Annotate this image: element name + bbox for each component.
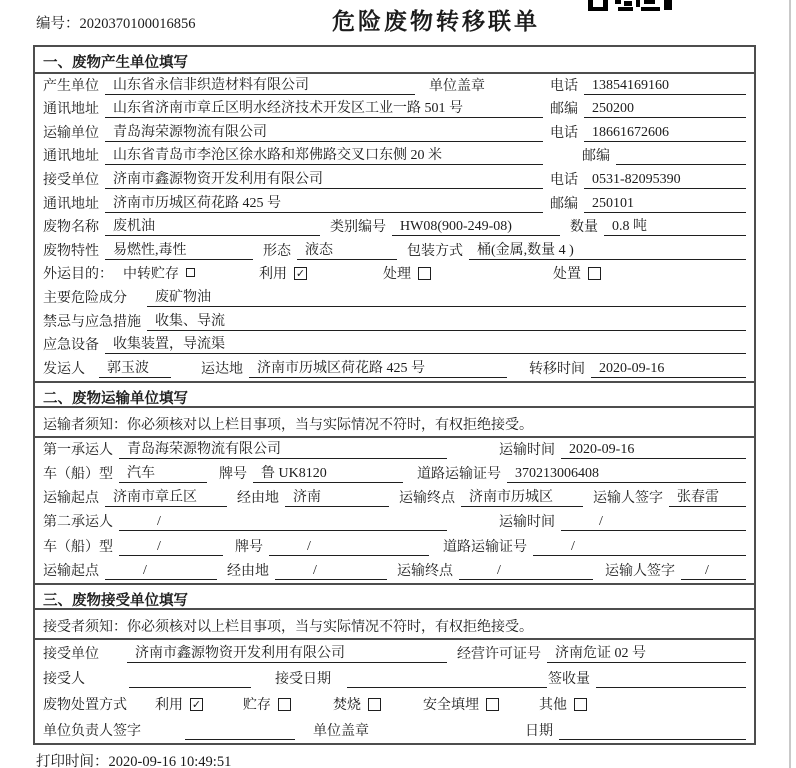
waste-code-label: 类别编号 xyxy=(330,220,386,236)
plate1-value: 鲁 UK8120 xyxy=(253,462,403,483)
section-transporter-title: 二、废物运输单位填写 xyxy=(35,381,754,408)
route2-start-value: / xyxy=(105,563,217,580)
emergency-measures-label: 禁忌与应急措施 xyxy=(43,314,141,330)
unit-seal2-label: 单位盖章 xyxy=(313,724,369,740)
receiver-unit-value: 济南市鑫源物资开发利用有限公司 xyxy=(105,168,543,189)
road-cert2-label: 道路运输证号 xyxy=(443,539,527,555)
emergency-equipment-row xyxy=(35,334,754,358)
accept-date-value xyxy=(347,687,547,688)
receiver-notice: 接受者须知：你必须核对以上栏目事项，当与实际情况不符时，有权拒绝接受。 xyxy=(35,610,754,640)
receiver-phone-label: 电话 xyxy=(550,172,578,188)
emergency-equipment-label: 应急设备 xyxy=(43,338,99,354)
disposal-option-incinerate xyxy=(333,694,381,714)
disposal-store-label: 贮存 xyxy=(243,698,271,714)
transporter-unit-row xyxy=(35,121,754,145)
producer-zip-value: 250200 xyxy=(584,101,746,118)
transporter-zip-label: 邮编 xyxy=(582,149,610,165)
carrier1-row xyxy=(35,438,754,462)
hazard-component-value: 废矿物油 xyxy=(147,286,746,307)
manifest-form xyxy=(33,45,756,745)
producer-phone-label: 电话 xyxy=(550,78,578,94)
producer-unit-value: 山东省永信非织造材料有限公司 xyxy=(105,74,415,95)
disposal-utilize-checkbox: ✓ xyxy=(191,697,202,711)
route2-start-label: 运输起点 xyxy=(43,563,99,579)
road-cert1-value: 370213006408 xyxy=(507,466,746,483)
purpose-transfer-storage-checkbox xyxy=(186,268,195,277)
waste-code-value: HW08(900-249-08) xyxy=(392,219,560,236)
unit-seal-label: 单位盖章 xyxy=(429,78,485,94)
disposal-other-label: 其他 xyxy=(539,698,567,714)
disposal-method-label: 废物处置方式 xyxy=(43,698,127,714)
purpose-utilize-label: 利用 xyxy=(259,267,287,283)
accept-unit-row xyxy=(35,640,754,666)
hazard-component-row xyxy=(35,286,754,310)
accept-unit-label: 接受单位 xyxy=(43,646,99,662)
print-time xyxy=(36,750,231,768)
disposal-landfill-checkbox xyxy=(486,698,499,711)
disposal-option-landfill xyxy=(423,694,499,714)
receiver-zip-value: 250101 xyxy=(584,196,746,213)
plate2-label: 牌号 xyxy=(235,539,263,555)
waste-qty-value: 0.8 吨 xyxy=(604,215,746,236)
route2-end-label: 运输终点 xyxy=(397,563,453,579)
acceptor-value xyxy=(129,687,251,688)
disposal-option-other xyxy=(539,694,587,714)
plate1-label: 牌号 xyxy=(219,467,247,483)
purpose-option-utilize xyxy=(259,263,307,283)
route1-end-value: 济南市历城区 xyxy=(461,486,583,507)
route2-end-value: / xyxy=(459,563,593,580)
route1-row xyxy=(35,486,754,510)
responsible-signature-row xyxy=(35,717,754,743)
producer-unit-label: 产生单位 xyxy=(43,78,99,94)
seal-date-label: 日期 xyxy=(525,724,553,740)
shipper-value: 郭玉波 xyxy=(99,357,171,378)
route1-sign-value: 张春雷 xyxy=(669,486,746,507)
license-label: 经营许可证号 xyxy=(457,646,541,662)
disposal-option-store xyxy=(243,694,291,714)
disposal-utilize-label: 利用 xyxy=(155,698,183,714)
transport-time1-label: 运输时间 xyxy=(499,442,555,458)
hazard-component-label: 主要危险成分 xyxy=(43,290,127,306)
disposal-other-checkbox xyxy=(574,698,587,711)
vehicle1-type-value: 汽车 xyxy=(119,462,207,483)
purpose-dispose-checkbox xyxy=(588,267,601,280)
transporter-zip-value xyxy=(616,164,746,165)
emergency-equipment-value: 收集装置，导流渠 xyxy=(105,333,746,354)
destination-label: 运达地 xyxy=(201,361,243,377)
transporter-phone-value: 18661672606 xyxy=(584,125,746,142)
responsible-signature-label: 单位负责人签字 xyxy=(43,724,141,740)
producer-phone-value: 13854169160 xyxy=(584,78,746,95)
waste-property-label: 废物特性 xyxy=(43,243,99,259)
print-time-value: 2020-09-16 10:49:51 xyxy=(108,754,232,768)
receiver-address-label: 通讯地址 xyxy=(43,196,99,212)
road-cert2-value: / xyxy=(533,539,746,556)
transfer-time-label: 转移时间 xyxy=(529,361,585,377)
seal-date-value xyxy=(559,739,746,740)
waste-form-value: 液态 xyxy=(297,239,397,260)
producer-address-label: 通讯地址 xyxy=(43,102,99,118)
route2-sign-label: 运输人签字 xyxy=(605,563,675,579)
waste-form-label: 形态 xyxy=(263,243,291,259)
route1-sign-label: 运输人签字 xyxy=(593,491,663,507)
purpose-dispose-label: 处置 xyxy=(553,267,581,283)
carrier2-value: / xyxy=(119,514,447,531)
qr-code-fragment-icon xyxy=(588,0,672,12)
waste-name-row xyxy=(35,216,754,240)
emergency-measures-row xyxy=(35,310,754,334)
transporter-phone-label: 电话 xyxy=(550,125,578,141)
route1-start-value: 济南市章丘区 xyxy=(105,486,227,507)
waste-name-value: 废机油 xyxy=(105,215,320,236)
emergency-measures-value: 收集、导流 xyxy=(147,310,746,331)
transporter-address-value: 山东省青岛市李沧区徐水路和郑佛路交叉口东侧 20 米 xyxy=(105,144,543,165)
vehicle2-type-label: 车（船）型 xyxy=(43,539,113,555)
doc-number xyxy=(36,12,196,33)
section-transporter xyxy=(35,381,754,583)
responsible-signature-value xyxy=(185,739,295,740)
packing-label: 包装方式 xyxy=(407,243,463,259)
vehicle2-type-value: / xyxy=(119,539,223,556)
transport-time2-label: 运输时间 xyxy=(499,515,555,531)
route2-sign-value: / xyxy=(681,563,746,580)
transport-time2-value: / xyxy=(561,514,746,531)
received-qty-value xyxy=(596,687,746,688)
purpose-treat-checkbox xyxy=(418,267,431,280)
destination-value: 济南市历城区荷花路 425 号 xyxy=(249,357,507,378)
shipper-row xyxy=(35,357,754,381)
waste-qty-label: 数量 xyxy=(570,220,598,236)
disposal-store-checkbox xyxy=(278,698,291,711)
transport-time1-value: 2020-09-16 xyxy=(561,442,746,459)
accept-unit-value: 济南市鑫源物资开发利用有限公司 xyxy=(127,642,447,663)
receiver-zip-label: 邮编 xyxy=(550,196,578,212)
transporter-address-row xyxy=(35,145,754,169)
carrier1-label: 第一承运人 xyxy=(43,442,113,458)
disposal-landfill-label: 安全填埋 xyxy=(423,698,479,714)
vehicle1-type-label: 车（船）型 xyxy=(43,467,113,483)
page-edge-line xyxy=(789,0,791,768)
transporter-address-label: 通讯地址 xyxy=(43,149,99,165)
route1-via-label: 经由地 xyxy=(237,491,279,507)
road-cert1-label: 道路运输证号 xyxy=(417,467,501,483)
transporter-unit-label: 运输单位 xyxy=(43,125,99,141)
transporter-notice: 运输者须知：你必须核对以上栏目事项，当与实际情况不符时，有权拒绝接受。 xyxy=(35,408,754,438)
purpose-treat-label: 处理 xyxy=(383,267,411,283)
packing-value: 桶(金属,数量 4 ) xyxy=(469,239,746,260)
plate2-value: / xyxy=(269,539,429,556)
vehicle1-row xyxy=(35,462,754,486)
accept-date-label: 接受日期 xyxy=(275,672,331,688)
receiver-address-value: 济南市历城区荷花路 425 号 xyxy=(105,192,543,213)
received-qty-label: 签收量 xyxy=(548,672,590,688)
page-title: 危险废物转移联单 xyxy=(332,8,540,34)
acceptor-row xyxy=(35,666,754,692)
disposal-incinerate-label: 焚烧 xyxy=(333,698,361,714)
disposal-option-utilize xyxy=(155,694,203,714)
shipper-label: 发运人 xyxy=(43,361,85,377)
receiver-address-row xyxy=(35,192,754,216)
carrier2-label: 第二承运人 xyxy=(43,515,113,531)
producer-zip-label: 邮编 xyxy=(550,102,578,118)
print-time-label: 打印时间： xyxy=(36,754,109,768)
receiver-unit-label: 接受单位 xyxy=(43,172,99,188)
purpose-option-treat xyxy=(383,263,431,283)
vehicle2-row xyxy=(35,534,754,558)
doc-number-value: 2020370100016856 xyxy=(79,16,196,32)
section-receiver-title: 三、废物接受单位填写 xyxy=(35,583,754,610)
purpose-utilize-checkbox: ✓ xyxy=(295,266,306,280)
receiver-unit-row xyxy=(35,168,754,192)
producer-address-row xyxy=(35,98,754,122)
acceptor-label: 接受人 xyxy=(43,672,85,688)
transfer-time-value: 2020-09-16 xyxy=(591,361,746,378)
section-producer xyxy=(35,47,754,381)
section-producer-title: 一、废物产生单位填写 xyxy=(35,47,754,74)
route2-via-label: 经由地 xyxy=(227,563,269,579)
producer-address-value: 山东省济南市章丘区明水经济技术开发区工业一路 501 号 xyxy=(105,97,543,118)
purpose-transfer-storage-label: 中转贮存 xyxy=(123,267,179,283)
route1-via-value: 济南 xyxy=(285,486,389,507)
route2-row xyxy=(35,559,754,583)
section-receiver xyxy=(35,583,754,743)
waste-property-row xyxy=(35,239,754,263)
disposal-incinerate-checkbox xyxy=(368,698,381,711)
route2-via-value: / xyxy=(275,563,387,580)
route1-end-label: 运输终点 xyxy=(399,491,455,507)
waste-property-value: 易燃性,毒性 xyxy=(105,239,253,260)
license-value: 济南危证 02 号 xyxy=(547,642,746,663)
transporter-unit-value: 青岛海荣源物流有限公司 xyxy=(105,121,543,142)
receiver-phone-value: 0531-82095390 xyxy=(584,172,746,189)
carrier1-value: 青岛海荣源物流有限公司 xyxy=(119,438,447,459)
transfer-purpose-row xyxy=(35,263,754,287)
doc-number-label: 编号： xyxy=(36,16,80,32)
producer-unit-row xyxy=(35,74,754,98)
purpose-option-dispose xyxy=(553,263,601,283)
purpose-option-transfer-storage xyxy=(123,263,195,283)
carrier2-row xyxy=(35,510,754,534)
disposal-method-row xyxy=(35,691,754,717)
waste-name-label: 废物名称 xyxy=(43,220,99,236)
route1-start-label: 运输起点 xyxy=(43,491,99,507)
transfer-purpose-label: 外运目的： xyxy=(43,267,113,283)
